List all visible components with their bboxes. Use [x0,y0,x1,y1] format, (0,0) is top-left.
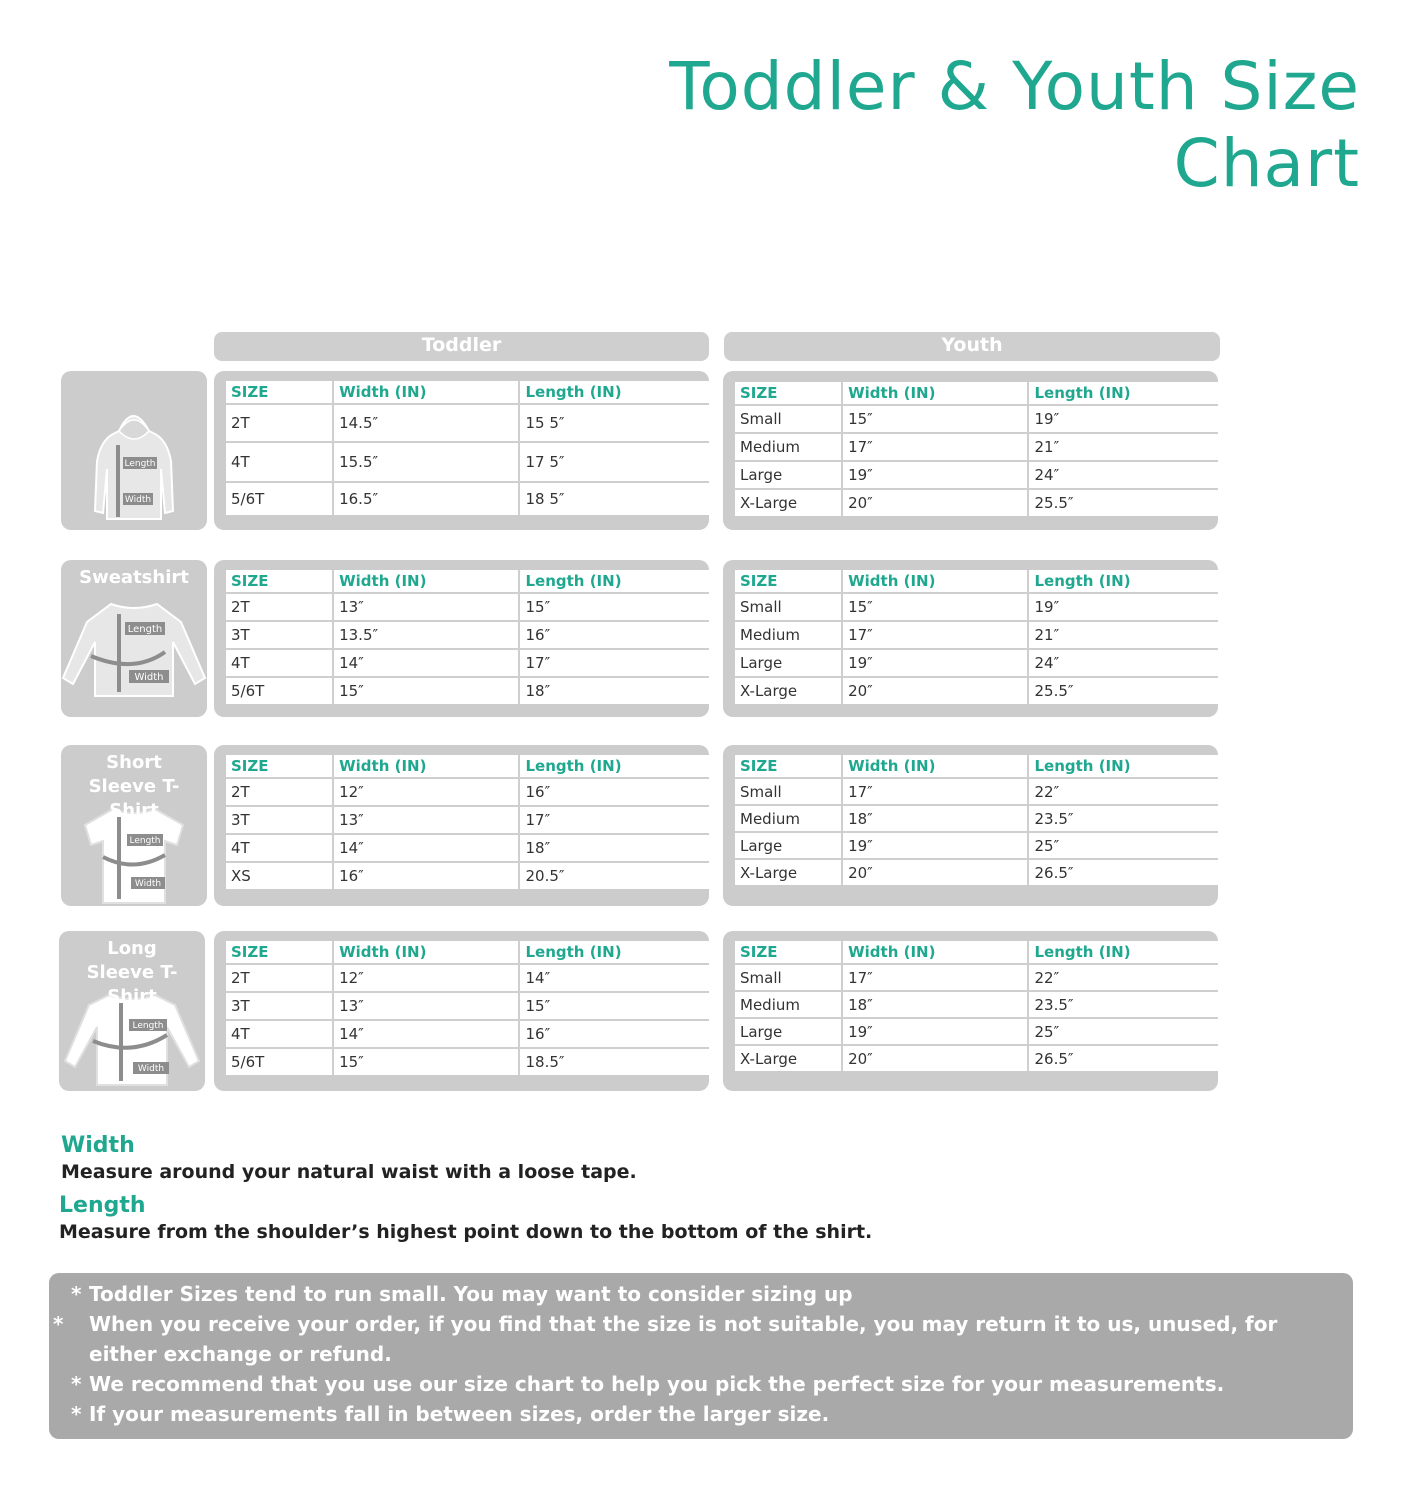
width-column-header: Width (IN) [333,570,519,593]
length-cell: 25.5″ [1034,494,1074,512]
length-cell: 17″ [519,806,709,834]
size-cell: Medium [735,433,842,461]
table-row [226,593,709,621]
size-column-header: SIZE [226,570,333,593]
table-row [735,1045,1218,1071]
table-row [735,593,1218,621]
youth-header: Youth [724,332,1220,361]
length-cell: 21″ [1028,433,1218,461]
width-cell: 19″ [842,832,1028,859]
table-header-row [226,570,709,593]
size-cell: 3T [226,621,333,649]
table-row [226,649,709,677]
length-cell: 17 5″ [519,442,709,482]
width-cell: 18″ [842,805,1028,832]
length-cell: 16″ [519,778,709,806]
table-header-row [735,755,1218,778]
youth-panel [723,371,1218,530]
width-cell: 17″ [842,964,1028,991]
length-cell: 18″ [525,682,551,700]
size-column-header: SIZE [226,381,333,404]
size-cell: 5/6T [226,677,333,704]
width-cell: 17″ [842,433,1028,461]
toddler-size-table [226,755,709,889]
svg-text:Width: Width [137,1064,165,1074]
length-column-header: Length (IN) [1028,382,1218,405]
width-cell: 20″ [842,489,1028,516]
size-cell: X-Large [735,1045,842,1071]
table-header-row [735,570,1218,593]
length-cell: 14″ [519,964,709,992]
note-1: * Toddler Sizes tend to run small. You may want to consider sizing up [71,1282,853,1306]
size-cell: 2T [226,964,333,992]
width-cell: 17″ [842,621,1028,649]
garment-label: Short Sleeve T-Shirt [88,752,180,821]
width-cell: 19″ [842,649,1028,677]
table-row [226,442,709,482]
table-row [226,992,709,1020]
size-cell: Medium [735,805,842,832]
width-cell: 20″ [842,1045,1028,1071]
size-cell: 4T [226,1020,333,1048]
table-row [735,832,1218,859]
toddler-size-table [226,381,709,515]
width-cell: 12″ [333,778,519,806]
length-cell: 25″ [1028,1018,1218,1045]
toddler-panel [214,371,709,530]
table-row [226,806,709,834]
size-cell: 4T [226,442,333,482]
width-cell: 20″ [842,859,1028,885]
garment-icon-panel [61,560,207,717]
length-cell: 19″ [1028,593,1218,621]
table-header-row [226,941,709,964]
table-row [226,778,709,806]
length-cell: 16″ [519,621,709,649]
garment-icon-panel [61,745,207,906]
length-cell: 26.5″ [1034,863,1074,882]
width-column-header: Width (IN) [333,381,519,404]
length-cell: 15″ [519,593,709,621]
table-row [735,859,1218,885]
table-row [226,404,709,442]
size-column-header: SIZE [735,941,842,964]
table-row [735,778,1218,805]
toddler-size-table [226,570,709,704]
table-row [735,805,1218,832]
table-row [226,964,709,992]
note-2: * When you receive your order, if you find that the size is not suitable, you may return it to us, unused, for either exchange or refund. [53,1312,1278,1366]
width-cell: 14″ [333,834,519,862]
svg-text:Length: Length [127,624,163,635]
size-cell: Small [735,778,842,805]
table-row [735,991,1218,1018]
table-row [226,482,709,515]
width-definition-title: Width [61,1133,135,1158]
table-row [735,489,1218,516]
length-cell: 19″ [1028,405,1218,433]
width-column-header: Width (IN) [842,941,1028,964]
size-cell: Large [735,832,842,859]
table-row [735,964,1218,991]
table-row [735,433,1218,461]
youth-size-table [735,755,1218,885]
width-cell: 18″ [842,991,1028,1018]
size-cell: Small [735,405,842,433]
size-column-header: SIZE [226,941,333,964]
note-3: * We recommend that you use our size chart to help you pick the perfect size for your measurements. [71,1372,1225,1396]
size-cell: Large [735,649,842,677]
youth-size-table [735,941,1218,1071]
size-column-header: SIZE [226,755,333,778]
width-cell: 13″ [333,992,519,1020]
table-row [735,405,1218,433]
length-column-header: Length (IN) [1028,941,1218,964]
size-cell: 5/6T [226,482,333,515]
width-cell: 15″ [333,677,519,704]
size-cell: Large [735,461,842,489]
toddler-panel [214,931,709,1091]
table-row [226,1048,709,1075]
size-cell: 3T [226,806,333,834]
table-header-row [226,381,709,404]
width-cell: 17″ [842,778,1028,805]
width-cell: 14″ [333,1020,519,1048]
width-cell: 13.5″ [333,621,519,649]
length-definition-title: Length [59,1193,146,1218]
table-row [735,461,1218,489]
width-column-header: Width (IN) [333,755,519,778]
length-cell: 24″ [1028,461,1218,489]
size-cell: X-Large [735,859,842,885]
length-cell: 26.5″ [1034,1049,1074,1068]
width-cell: 16″ [333,862,519,889]
garment-icon-panel [61,371,207,530]
svg-text:Length: Length [124,459,156,469]
length-cell: 25.5″ [1034,682,1074,700]
length-cell: 18.5″ [525,1053,565,1071]
table-row [735,1018,1218,1045]
width-cell: 15.5″ [333,442,519,482]
length-column-header: Length (IN) [519,755,709,778]
width-cell: 16.5″ [333,482,519,515]
table-header-row [226,755,709,778]
length-column-header: Length (IN) [519,570,709,593]
length-column-header: Length (IN) [519,381,709,404]
length-cell: 22″ [1028,778,1218,805]
length-cell: 25″ [1028,832,1218,859]
size-cell: X-Large [735,677,842,704]
size-column-header: SIZE [735,382,842,405]
length-cell: 15″ [519,992,709,1020]
size-cell: Large [735,1018,842,1045]
table-row [226,677,709,704]
length-cell: 20.5″ [525,867,565,885]
length-column-header: Length (IN) [519,941,709,964]
youth-size-table [735,570,1218,704]
size-cell: 4T [226,649,333,677]
table-row [735,649,1218,677]
size-column-header: SIZE [735,570,842,593]
youth-panel [723,931,1218,1091]
size-cell: 2T [226,404,333,442]
note-4: * If your measurements fall in between sizes, order the larger size. [71,1402,830,1426]
table-row [226,834,709,862]
length-column-header: Length (IN) [1028,755,1218,778]
size-cell: 4T [226,834,333,862]
garment-icon-panel [59,931,205,1091]
length-cell: 24″ [1028,649,1218,677]
table-row [226,1020,709,1048]
size-cell: 2T [226,778,333,806]
width-column-header: Width (IN) [842,382,1028,405]
width-cell: 19″ [842,1018,1028,1045]
toddler-panel [214,560,709,717]
length-cell: 18″ [519,834,709,862]
size-cell: 3T [226,992,333,1020]
size-cell: X-Large [735,489,842,516]
width-cell: 15″ [333,1048,519,1075]
width-column-header: Width (IN) [842,570,1028,593]
table-row [226,621,709,649]
length-cell: 21″ [1028,621,1218,649]
size-column-header: SIZE [735,755,842,778]
toddler-size-table [226,941,709,1075]
width-cell: 14.5″ [333,404,519,442]
length-definition-text: Measure from the shoulder’s highest point down to the bottom of the shirt. [59,1221,873,1243]
svg-text:Width: Width [134,879,162,889]
length-cell: 22″ [1028,964,1218,991]
size-cell: 2T [226,593,333,621]
width-column-header: Width (IN) [842,755,1028,778]
table-header-row [735,382,1218,405]
table-row [735,677,1218,704]
width-cell: 13″ [333,593,519,621]
width-cell: 13″ [333,806,519,834]
length-cell: 16″ [519,1020,709,1048]
width-definition-text: Measure around your natural waist with a loose tape. [61,1161,637,1183]
size-cell: Small [735,964,842,991]
notes-box [49,1273,1353,1439]
width-cell: 15″ [842,593,1028,621]
width-column-header: Width (IN) [333,941,519,964]
table-row [735,621,1218,649]
garment-label: Sweatshirt [79,567,189,588]
length-cell: 23.5″ [1028,805,1218,832]
width-cell: 15″ [842,405,1028,433]
size-cell: XS [226,862,333,889]
width-cell: 19″ [842,461,1028,489]
svg-text:Length: Length [129,836,161,846]
size-cell: Medium [735,991,842,1018]
size-cell: Small [735,593,842,621]
width-cell: 12″ [333,964,519,992]
length-cell: 17″ [519,649,709,677]
toddler-header: Toddler [214,332,709,361]
width-cell: 20″ [842,677,1028,704]
length-column-header: Length (IN) [1028,570,1218,593]
page-title: Toddler & Youth Size Chart [669,48,1360,202]
toddler-panel [214,745,709,906]
table-header-row [735,941,1218,964]
width-cell: 14″ [333,649,519,677]
youth-size-table [735,382,1218,516]
svg-text:Width: Width [124,495,152,505]
svg-text:Length: Length [132,1021,164,1031]
youth-panel [723,560,1218,717]
youth-panel [723,745,1218,906]
length-cell: 23.5″ [1028,991,1218,1018]
table-row [226,862,709,889]
hoodie-icon [61,371,207,530]
size-cell: Medium [735,621,842,649]
length-cell: 18 5″ [525,490,565,508]
size-cell: 5/6T [226,1048,333,1075]
svg-text:Width: Width [134,672,164,683]
length-cell: 15 5″ [519,404,709,442]
garment-label: Long Sleeve T-Shirt [86,938,178,1007]
